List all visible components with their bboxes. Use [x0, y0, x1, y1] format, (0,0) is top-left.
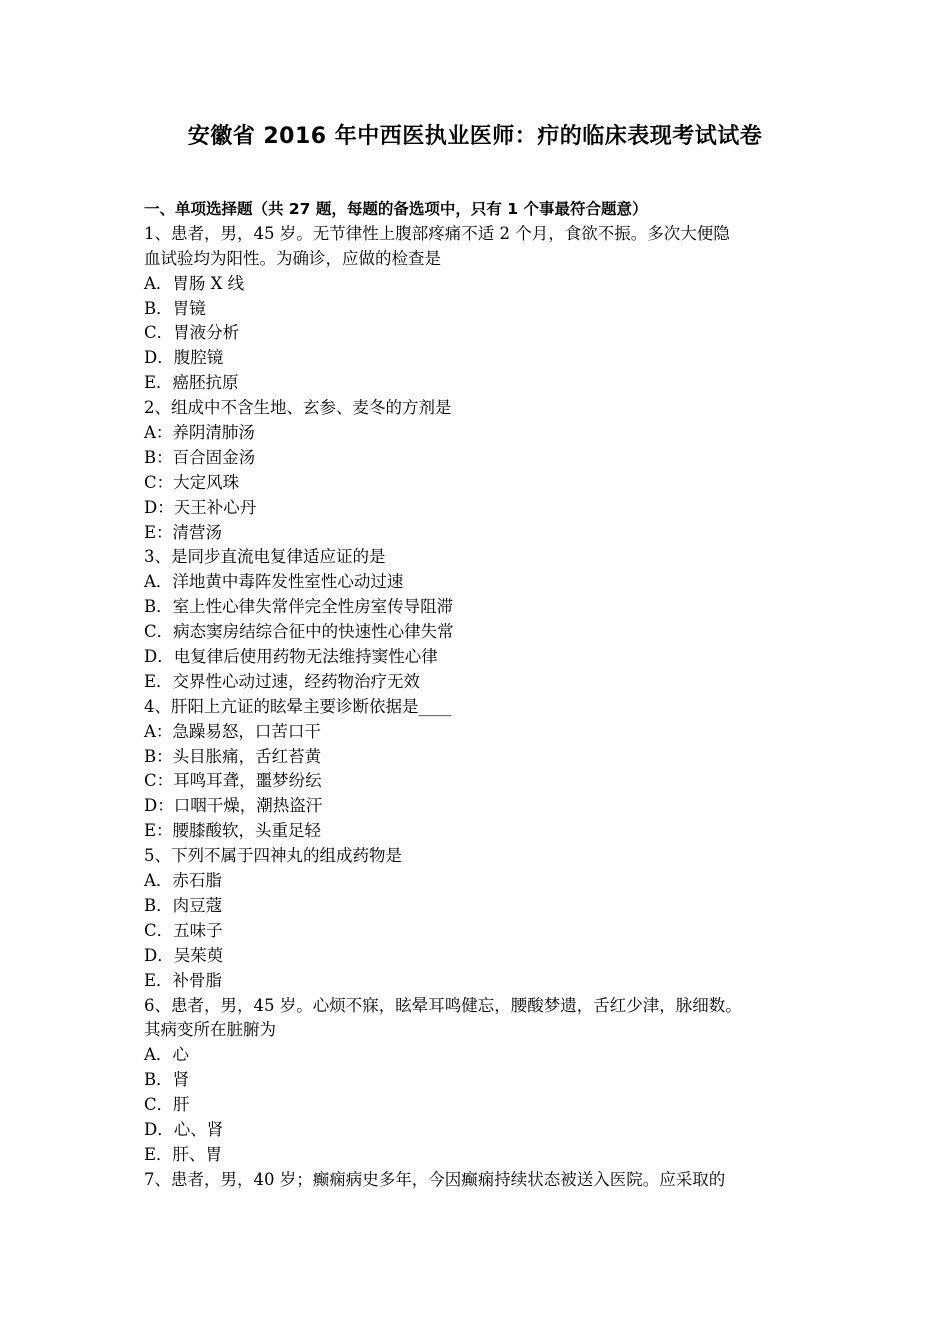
question-stem-line: 3、是同步直流电复律适应证的是	[144, 547, 386, 567]
answer-option: D．吴茱萸	[144, 945, 224, 965]
question-stem-line: 血试验均为阳性。为确诊，应做的检查是	[144, 248, 441, 268]
answer-option: D：天王补心丹	[144, 497, 257, 517]
answer-option: C：耳鸣耳聋，噩梦纷纭	[144, 771, 322, 791]
answer-option: B．室上性心律失常伴完全性房室传导阻滞	[144, 597, 454, 617]
answer-option: A．洋地黄中毒阵发性室性心动过速	[144, 572, 404, 592]
answer-option: B：百合固金汤	[144, 447, 256, 467]
answer-option: C．胃液分析	[144, 323, 240, 343]
answer-option: E．交界性心动过速，经药物治疗无效	[144, 671, 421, 691]
question-stem-line: 其病变所在脏腑为	[144, 1020, 276, 1040]
question-stem-line: 2、组成中不含生地、玄参、麦冬的方剂是	[144, 398, 452, 418]
answer-option: D．心、肾	[144, 1119, 224, 1139]
answer-option: B：头目胀痛，舌红苔黄	[144, 746, 322, 766]
answer-option: A．赤石脂	[144, 871, 222, 891]
answer-option: C：大定风珠	[144, 472, 240, 492]
answer-option: E．补骨脂	[144, 970, 223, 990]
answer-option: A．胃肠 X 线	[144, 273, 245, 293]
answer-option: C．肝	[144, 1095, 190, 1115]
question-stem-line: 1、患者，男，45 岁。无节律性上腹部疼痛不适 2 个月，食欲不振。多次大便隐	[144, 223, 730, 243]
answer-option: A：养阴清肺汤	[144, 423, 255, 443]
answer-option: D．电复律后使用药物无法维持窦性心律	[144, 647, 438, 667]
answer-option: B．肉豆蔻	[144, 895, 223, 915]
answer-option: C．五味子	[144, 920, 223, 940]
answer-option: E．癌胚抗原	[144, 373, 239, 393]
section-heading: 一、单项选择题（共 27 题，每题的备选项中，只有 1 个事最符合题意）	[144, 200, 648, 218]
question-stem-line: 7、患者，男，40 岁；癫痫病史多年，今因癫痫持续状态被送入医院。应采取的	[144, 1169, 726, 1189]
question-stem-line: 6、患者，男，45 岁。心烦不寐，眩晕耳鸣健忘，腰酸梦遗，舌红少津，脉细数。	[144, 995, 742, 1015]
document-title: 安徽省 2016 年中西医执业医师：疖的临床表现考试试卷	[187, 124, 763, 149]
answer-option: C．病态窦房结综合征中的快速性心律失常	[144, 622, 454, 642]
answer-option: E．肝、胃	[144, 1144, 223, 1164]
question-stem-line: 4、肝阳上亢证的眩晕主要诊断依据是____	[144, 696, 452, 716]
answer-option: B．胃镜	[144, 298, 206, 318]
question-stem-line: 5、下列不属于四神丸的组成药物是	[144, 846, 402, 866]
answer-option: D．腹腔镜	[144, 348, 224, 368]
document-body	[144, 197, 814, 1193]
answer-option: B．肾	[144, 1070, 190, 1090]
answer-option: E：清营汤	[144, 522, 223, 542]
answer-option: A．心	[144, 1045, 189, 1065]
answer-option: E：腰膝酸软，头重足轻	[144, 821, 322, 841]
answer-option: D：口咽干燥，潮热盗汗	[144, 796, 323, 816]
answer-option: A：急躁易怒，口苦口干	[144, 721, 321, 741]
